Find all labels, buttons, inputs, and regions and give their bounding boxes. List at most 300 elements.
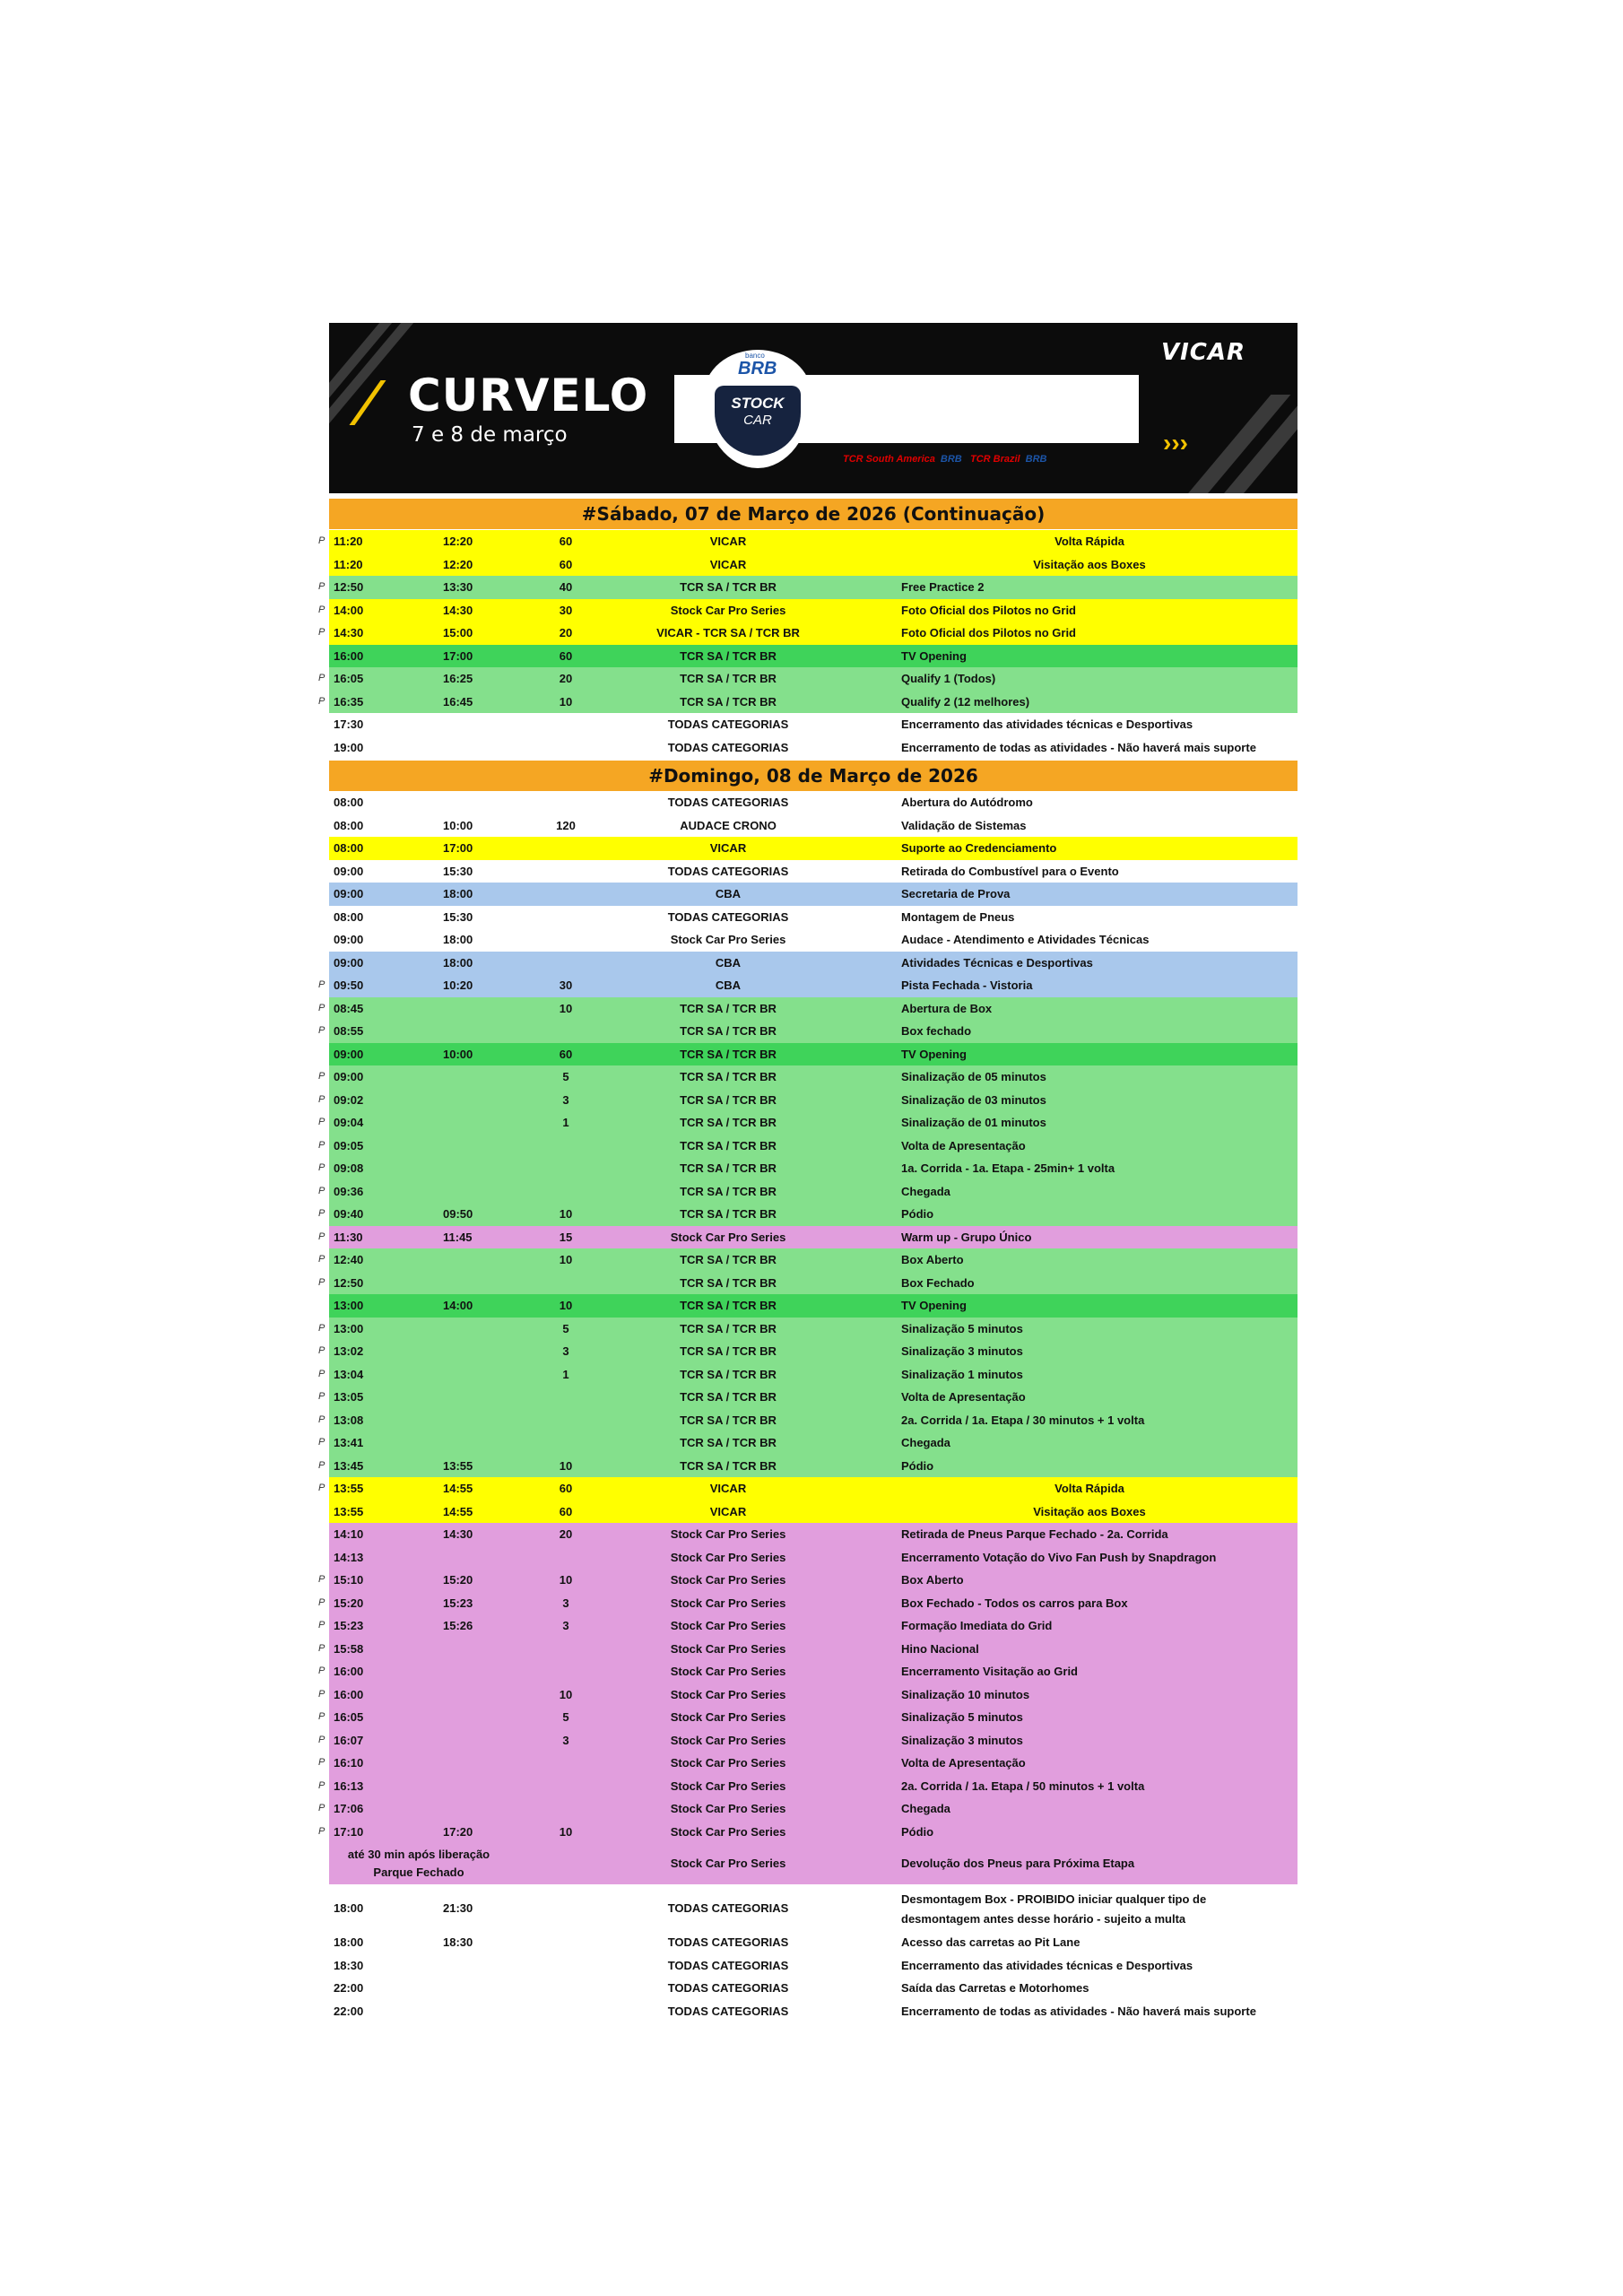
table-row xyxy=(318,997,1298,1021)
activity-line-2: desmontagem antes desse horário - sujeito a multa xyxy=(901,1912,1186,1926)
start-time-cell: 13:08 xyxy=(334,1413,364,1427)
category-cell: TCR SA / TCR BR xyxy=(680,1390,777,1404)
category-cell: Stock Car Pro Series xyxy=(670,1857,786,1870)
category-cell: TCR SA / TCR BR xyxy=(680,1253,777,1266)
activity-cell: Abertura de Box xyxy=(901,1001,993,1015)
table-row xyxy=(329,1546,1298,1570)
activity-cell: Pódio xyxy=(901,1207,934,1221)
end-time-cell: 13:30 xyxy=(443,580,473,594)
end-time-cell: 21:30 xyxy=(443,1901,473,1915)
table-row xyxy=(318,1065,1298,1089)
duration-cell: 40 xyxy=(559,580,573,594)
table-row xyxy=(318,530,1298,553)
category-cell: VICAR xyxy=(709,841,747,855)
start-time-cell: 13:55 xyxy=(334,1504,364,1518)
table-row xyxy=(329,906,1298,929)
start-time-cell: 16:35 xyxy=(334,694,364,709)
category-cell: TODAS CATEGORIAS xyxy=(667,1901,789,1915)
category-cell: VICAR - TCR SA / TCR BR xyxy=(656,626,800,639)
priority-mark: P xyxy=(318,1117,325,1127)
table-row xyxy=(329,883,1298,906)
priority-mark: P xyxy=(318,604,325,615)
activity-cell: Sinalização 3 minutos xyxy=(901,1733,1023,1747)
vicar-logo: VICAR xyxy=(1161,339,1246,366)
end-time-cell: 18:00 xyxy=(443,887,473,900)
category-cell: TODAS CATEGORIAS xyxy=(667,864,789,878)
duration-cell: 5 xyxy=(562,1070,569,1083)
end-time-cell: 16:45 xyxy=(443,694,473,709)
activity-cell: Qualify 2 (12 melhores) xyxy=(901,694,1030,709)
end-time-cell: 15:23 xyxy=(443,1596,473,1610)
priority-mark: P xyxy=(318,1574,325,1585)
activity-cell: Pódio xyxy=(901,1824,934,1839)
activity-line-1: Desmontagem Box - PROIBIDO iniciar qualquer tipo de xyxy=(901,1892,1207,1906)
end-time-cell: 17:00 xyxy=(443,841,473,855)
category-cell: Stock Car Pro Series xyxy=(670,1824,786,1839)
duration-cell: 1 xyxy=(562,1116,569,1129)
duration-cell: 60 xyxy=(559,1047,573,1061)
duration-cell: 60 xyxy=(559,1482,573,1495)
duration-cell: 10 xyxy=(559,1458,573,1473)
activity-cell: Visitação aos Boxes xyxy=(1033,1504,1146,1518)
activity-cell: Sinalização 10 minutos xyxy=(901,1687,1030,1701)
start-time-cell: 17:06 xyxy=(334,1802,364,1815)
activity-cell: Qualify 1 (Todos) xyxy=(901,672,996,685)
table-row xyxy=(329,1954,1298,1978)
priority-mark: P xyxy=(318,535,325,546)
category-cell: TCR SA / TCR BR xyxy=(680,1458,777,1473)
category-cell: VICAR xyxy=(709,557,747,571)
category-cell: TCR SA / TCR BR xyxy=(680,1024,777,1038)
activity-cell: Sinalização 5 minutos xyxy=(901,1710,1023,1724)
priority-mark: P xyxy=(318,1231,325,1242)
start-time-cell: 09:50 xyxy=(334,978,364,992)
duration-cell: 10 xyxy=(559,1687,573,1701)
category-cell: TODAS CATEGORIAS xyxy=(667,740,789,754)
table-row xyxy=(318,1477,1298,1500)
start-time-cell: 15:20 xyxy=(334,1596,364,1610)
duration-cell: 10 xyxy=(559,1253,573,1266)
activity-cell: Chegada xyxy=(901,1184,950,1198)
table-row xyxy=(318,1111,1298,1135)
duration-cell: 5 xyxy=(562,1321,569,1335)
tcr-south-america-logo: TCR South America BRB xyxy=(843,454,962,465)
priority-mark: P xyxy=(318,1779,325,1791)
activity-cell: Sinalização 5 minutos xyxy=(901,1321,1023,1335)
activity-cell: Abertura do Autódromo xyxy=(901,796,1033,809)
category-cell: TCR SA / TCR BR xyxy=(680,1436,777,1449)
category-cell: TCR SA / TCR BR xyxy=(680,1092,777,1107)
start-time-cell: 12:50 xyxy=(334,580,364,594)
start-time-cell: 11:30 xyxy=(334,1230,363,1244)
end-time-cell: 10:00 xyxy=(443,818,473,832)
start-time-cell: 16:05 xyxy=(334,1710,364,1724)
duration-cell: 20 xyxy=(559,1527,573,1541)
activity-cell: Chegada xyxy=(901,1436,950,1449)
table-row xyxy=(318,1638,1298,1661)
table-row xyxy=(318,1797,1298,1821)
activity-cell: 2a. Corrida / 1a. Etapa / 30 minutos + 1 volta xyxy=(901,1413,1145,1427)
start-time-cell: 16:10 xyxy=(334,1756,364,1770)
priority-mark: P xyxy=(318,1642,325,1654)
table-row xyxy=(318,576,1298,599)
table-row xyxy=(329,1888,1298,1929)
category-cell: TCR SA / TCR BR xyxy=(680,1001,777,1015)
table-row xyxy=(318,1455,1298,1478)
activity-cell: Retirada do Combustível para o Evento xyxy=(901,864,1119,878)
start-time-cell: 09:08 xyxy=(334,1161,364,1175)
end-time-cell: 14:30 xyxy=(443,603,473,617)
start-time-cell: 12:50 xyxy=(334,1275,364,1290)
stock-logo-text: STOCK xyxy=(731,395,785,412)
activity-cell: Audace - Atendimento e Atividades Técnicas xyxy=(901,933,1150,946)
category-cell: TCR SA / TCR BR xyxy=(680,580,777,594)
priority-mark: P xyxy=(318,695,325,707)
priority-mark: P xyxy=(318,1162,325,1173)
category-cell: Stock Car Pro Series xyxy=(670,1230,786,1244)
activity-cell: Montagem de Pneus xyxy=(901,909,1015,924)
tcr-brazil-logo: TCR Brazil BRB xyxy=(970,454,1047,465)
table-row xyxy=(329,952,1298,975)
activity-cell: Volta de Apresentação xyxy=(901,1390,1026,1404)
chevron-icon: ››› xyxy=(1163,429,1188,457)
start-time-cell: 16:07 xyxy=(334,1733,364,1747)
activity-cell: Pódio xyxy=(901,1458,934,1473)
duration-cell: 30 xyxy=(559,603,573,617)
table-row xyxy=(329,928,1298,952)
table-row xyxy=(329,814,1298,838)
duration-cell: 20 xyxy=(559,626,573,639)
category-cell: Stock Car Pro Series xyxy=(670,1573,786,1587)
table-row xyxy=(329,736,1298,760)
duration-cell: 3 xyxy=(562,1092,569,1107)
category-cell: Stock Car Pro Series xyxy=(670,933,786,946)
activity-cell: 2a. Corrida / 1a. Etapa / 50 minutos + 1 volta xyxy=(901,1779,1145,1793)
duration-cell: 3 xyxy=(562,1344,569,1358)
table-row xyxy=(329,1523,1298,1546)
activity-cell: Retirada de Pneus Parque Fechado - 2a. Corrida xyxy=(901,1527,1168,1541)
table-row xyxy=(329,1043,1298,1066)
start-time-cell: 18:00 xyxy=(334,1935,364,1949)
activity-cell: TV Opening xyxy=(901,1047,967,1061)
priority-mark: P xyxy=(318,1803,325,1813)
table-row xyxy=(318,1706,1298,1729)
duration-cell: 10 xyxy=(559,1299,573,1312)
end-time-cell: 17:20 xyxy=(443,1824,473,1839)
car-logo-text: CAR xyxy=(743,413,772,428)
end-time-cell: 14:55 xyxy=(443,1482,473,1495)
start-time-cell: 09:00 xyxy=(334,864,364,878)
start-time-cell: 09:40 xyxy=(334,1207,364,1221)
activity-cell: Saída das Carretas e Motorhomes xyxy=(901,1981,1089,1995)
start-time-cell: 15:23 xyxy=(334,1619,364,1632)
category-cell: VICAR xyxy=(709,535,747,548)
priority-mark: P xyxy=(318,1185,325,1196)
table-row xyxy=(318,691,1298,714)
priority-mark: P xyxy=(318,1276,325,1288)
category-cell: TODAS CATEGORIAS xyxy=(667,2004,789,2018)
category-cell: TODAS CATEGORIAS xyxy=(667,909,789,924)
start-time-cell: 17:30 xyxy=(334,718,364,731)
activity-cell: Free Practice 2 xyxy=(901,580,985,594)
category-cell: TCR SA / TCR BR xyxy=(680,694,777,709)
priority-mark: P xyxy=(318,673,325,683)
table-row xyxy=(318,1614,1298,1638)
category-cell: TCR SA / TCR BR xyxy=(680,1116,777,1129)
category-cell: TCR SA / TCR BR xyxy=(680,1161,777,1175)
start-time-cell: 09:00 xyxy=(334,1070,364,1083)
table-row xyxy=(318,1203,1298,1226)
activity-cell: Sinalização de 01 minutos xyxy=(901,1116,1046,1129)
start-time-cell: 17:10 xyxy=(334,1824,364,1839)
category-cell: CBA xyxy=(715,978,742,992)
activity-cell: Volta Rápida xyxy=(1055,1482,1124,1495)
table-row xyxy=(329,645,1298,668)
start-time-cell: 13:55 xyxy=(334,1482,364,1495)
priority-mark: P xyxy=(318,627,325,638)
event-location-title: CURVELO xyxy=(408,370,649,422)
activity-cell: Formação Imediata do Grid xyxy=(901,1619,1053,1632)
duration-cell: 10 xyxy=(559,1001,573,1015)
table-row xyxy=(318,1226,1298,1249)
duration-cell: 60 xyxy=(559,648,573,663)
table-row xyxy=(318,974,1298,997)
category-cell: TCR SA / TCR BR xyxy=(680,1413,777,1427)
activity-cell: Encerramento Visitação ao Grid xyxy=(901,1665,1078,1678)
table-row xyxy=(318,599,1298,622)
duration-cell: 1 xyxy=(562,1367,569,1381)
table-row xyxy=(329,1500,1298,1524)
category-cell: Stock Car Pro Series xyxy=(670,1779,786,1793)
activity-cell: Sinalização 3 minutos xyxy=(901,1344,1023,1358)
priority-mark: P xyxy=(318,1757,325,1768)
activity-cell: Validação de Sistemas xyxy=(901,818,1027,832)
duration-cell: 120 xyxy=(556,818,576,832)
table-row xyxy=(318,1340,1298,1363)
table-row xyxy=(329,837,1298,860)
end-time-cell: 14:00 xyxy=(443,1299,473,1312)
priority-mark: P xyxy=(318,1368,325,1379)
category-cell: TCR SA / TCR BR xyxy=(680,1184,777,1198)
start-time-cell: 08:45 xyxy=(334,1001,364,1015)
activity-cell: Encerramento de todas as atividades - Não haverá mais suporte xyxy=(901,740,1256,754)
tire-return-time-line-2: Parque Fechado xyxy=(373,1866,464,1879)
table-row xyxy=(318,1135,1298,1158)
priority-mark: P xyxy=(318,1413,325,1425)
duration-cell: 10 xyxy=(559,1207,573,1221)
start-time-cell: 13:41 xyxy=(334,1436,364,1449)
priority-mark: P xyxy=(318,1071,325,1082)
table-row xyxy=(329,1294,1298,1318)
category-cell: TCR SA / TCR BR xyxy=(680,672,777,685)
start-time-cell: 22:00 xyxy=(334,1981,364,1995)
end-time-cell: 18:00 xyxy=(443,955,473,970)
table-row xyxy=(318,1363,1298,1387)
end-time-cell: 15:30 xyxy=(443,909,473,924)
end-time-cell: 14:30 xyxy=(443,1527,473,1541)
start-time-cell: 22:00 xyxy=(334,2004,364,2018)
duration-cell: 60 xyxy=(559,1504,573,1518)
activity-cell: Sinalização de 03 minutos xyxy=(901,1092,1046,1107)
table-row xyxy=(318,1386,1298,1409)
priority-mark: P xyxy=(318,979,325,990)
category-cell: TCR SA / TCR BR xyxy=(680,1367,777,1381)
saturday-section-header: #Sábado, 07 de Março de 2026 (Continuação) xyxy=(329,499,1298,529)
priority-mark: P xyxy=(318,1002,325,1013)
table-row xyxy=(318,1569,1298,1592)
start-time-cell: 08:55 xyxy=(334,1024,364,1038)
start-time-cell: 12:40 xyxy=(334,1253,364,1266)
priority-mark: P xyxy=(318,1825,325,1837)
table-row xyxy=(318,1431,1298,1455)
start-time-cell: 16:00 xyxy=(334,648,364,663)
activity-cell: Warm up - Grupo Único xyxy=(901,1230,1032,1244)
start-time-cell: 09:05 xyxy=(334,1138,364,1152)
activity-cell: Visitação aos Boxes xyxy=(1033,557,1146,571)
end-time-cell: 15:00 xyxy=(443,626,473,639)
start-time-cell: 08:00 xyxy=(334,909,364,924)
table-row xyxy=(329,2000,1298,2023)
duration-cell: 3 xyxy=(562,1733,569,1747)
start-time-cell: 09:36 xyxy=(334,1184,364,1198)
schedule-document xyxy=(318,323,1298,2018)
priority-mark: P xyxy=(318,1483,325,1493)
category-cell: VICAR xyxy=(709,1504,747,1518)
start-time-cell: 09:00 xyxy=(334,1047,364,1061)
start-time-cell: 09:00 xyxy=(334,933,364,946)
table-row xyxy=(318,1020,1298,1043)
start-time-cell: 08:00 xyxy=(334,818,364,832)
activity-cell: Volta de Apresentação xyxy=(901,1138,1026,1152)
start-time-cell: 11:20 xyxy=(334,535,363,548)
activity-cell: Encerramento das atividades técnicas e Desportivas xyxy=(901,1958,1193,1972)
priority-mark: P xyxy=(318,1322,325,1334)
table-row xyxy=(318,1592,1298,1615)
category-cell: TODAS CATEGORIAS xyxy=(667,718,789,731)
start-time-cell: 13:00 xyxy=(334,1321,364,1335)
start-time-cell: 18:30 xyxy=(334,1958,364,1972)
activity-cell: Sinalização 1 minutos xyxy=(901,1367,1023,1381)
duration-cell: 60 xyxy=(559,557,573,571)
table-row xyxy=(318,667,1298,691)
category-cell: TCR SA / TCR BR xyxy=(680,1321,777,1335)
table-row xyxy=(329,1843,1298,1884)
duration-cell: 20 xyxy=(559,672,573,685)
end-time-cell: 18:30 xyxy=(443,1935,473,1949)
start-time-cell: 08:00 xyxy=(334,841,364,855)
start-time-cell: 16:13 xyxy=(334,1779,364,1793)
priority-mark: P xyxy=(318,1711,325,1722)
tire-return-time-line-1: até 30 min após liberação xyxy=(347,1848,490,1861)
start-time-cell: 15:10 xyxy=(334,1573,364,1587)
category-cell: Stock Car Pro Series xyxy=(670,1550,786,1564)
start-time-cell: 18:00 xyxy=(334,1901,364,1915)
start-time-cell: 09:00 xyxy=(334,955,364,970)
table-row xyxy=(329,713,1298,736)
duration-cell: 10 xyxy=(559,694,573,709)
start-time-cell: 13:05 xyxy=(334,1390,364,1404)
category-cell: TODAS CATEGORIAS xyxy=(667,796,789,809)
priority-mark: P xyxy=(318,1620,325,1631)
priority-mark: P xyxy=(318,1025,325,1036)
activity-cell: Encerramento Votação do Vivo Fan Push by Snapdragon xyxy=(901,1550,1217,1564)
start-time-cell: 13:02 xyxy=(334,1344,364,1358)
category-cell: TODAS CATEGORIAS xyxy=(667,1981,789,1995)
activity-cell: TV Opening xyxy=(901,648,967,663)
start-time-cell: 16:05 xyxy=(334,672,364,685)
category-cell: TCR SA / TCR BR xyxy=(680,1138,777,1152)
start-time-cell: 14:00 xyxy=(334,603,364,617)
end-time-cell: 11:45 xyxy=(443,1230,473,1244)
stock-car-shield-logo: banco BRB STOCK CAR xyxy=(704,350,812,468)
activity-cell: Devolução dos Pneus para Próxima Etapa xyxy=(901,1857,1135,1870)
priority-mark: P xyxy=(318,1391,325,1402)
start-time-cell: 13:45 xyxy=(334,1458,364,1473)
category-cell: Stock Car Pro Series xyxy=(670,1710,786,1724)
category-cell: Stock Car Pro Series xyxy=(670,1596,786,1610)
category-cell: CBA xyxy=(715,955,742,970)
activity-cell: Foto Oficial dos Pilotos no Grid xyxy=(901,626,1076,639)
category-cell: TCR SA / TCR BR xyxy=(680,648,777,663)
category-cell: Stock Car Pro Series xyxy=(670,1665,786,1678)
priority-mark: P xyxy=(318,1665,325,1676)
end-time-cell: 18:00 xyxy=(443,933,473,946)
category-cell: CBA xyxy=(715,887,742,900)
priority-mark: P xyxy=(318,1734,325,1745)
category-cell: Stock Car Pro Series xyxy=(670,603,786,617)
end-time-cell: 10:00 xyxy=(443,1047,473,1061)
start-time-cell: 16:00 xyxy=(334,1665,364,1678)
start-time-cell: 13:00 xyxy=(334,1299,364,1312)
decorative-stripes xyxy=(329,323,374,430)
activity-cell: Suporte ao Credenciamento xyxy=(901,841,1057,855)
start-time-cell: 09:00 xyxy=(334,887,364,900)
activity-cell: TV Opening xyxy=(901,1299,967,1312)
end-time-cell: 13:55 xyxy=(443,1458,473,1473)
end-time-cell: 15:30 xyxy=(443,864,473,878)
brb-logo: BRB xyxy=(738,359,777,378)
table-row xyxy=(318,1660,1298,1683)
end-time-cell: 17:00 xyxy=(443,648,473,663)
end-time-cell: 12:20 xyxy=(443,557,473,571)
table-row xyxy=(318,1683,1298,1707)
start-time-cell: 08:00 xyxy=(334,796,364,809)
table-row xyxy=(318,1821,1298,1844)
activity-cell: Sinalização de 05 minutos xyxy=(901,1070,1046,1083)
table-row xyxy=(329,791,1298,814)
priority-mark: P xyxy=(318,1688,325,1700)
start-time-cell: 16:00 xyxy=(334,1687,364,1701)
end-time-cell: 09:50 xyxy=(443,1207,473,1221)
category-cell: Stock Car Pro Series xyxy=(670,1687,786,1701)
category-cell: Stock Car Pro Series xyxy=(670,1756,786,1770)
table-row xyxy=(329,860,1298,883)
priority-mark: P xyxy=(318,581,325,592)
duration-cell: 10 xyxy=(559,1824,573,1839)
priority-mark: P xyxy=(318,1345,325,1356)
duration-cell: 3 xyxy=(562,1619,569,1632)
priority-mark: P xyxy=(318,1596,325,1608)
category-cell: Stock Car Pro Series xyxy=(670,1641,786,1656)
table-row xyxy=(318,1409,1298,1432)
start-time-cell: 11:20 xyxy=(334,557,363,571)
category-cell: TCR SA / TCR BR xyxy=(680,1207,777,1221)
category-cell: Stock Car Pro Series xyxy=(670,1733,786,1747)
start-time-cell: 09:04 xyxy=(334,1116,364,1129)
category-cell: TCR SA / TCR BR xyxy=(680,1070,777,1083)
activity-cell: Box Fechado - Todos os carros para Box xyxy=(901,1596,1128,1610)
start-time-cell: 09:02 xyxy=(334,1092,364,1107)
